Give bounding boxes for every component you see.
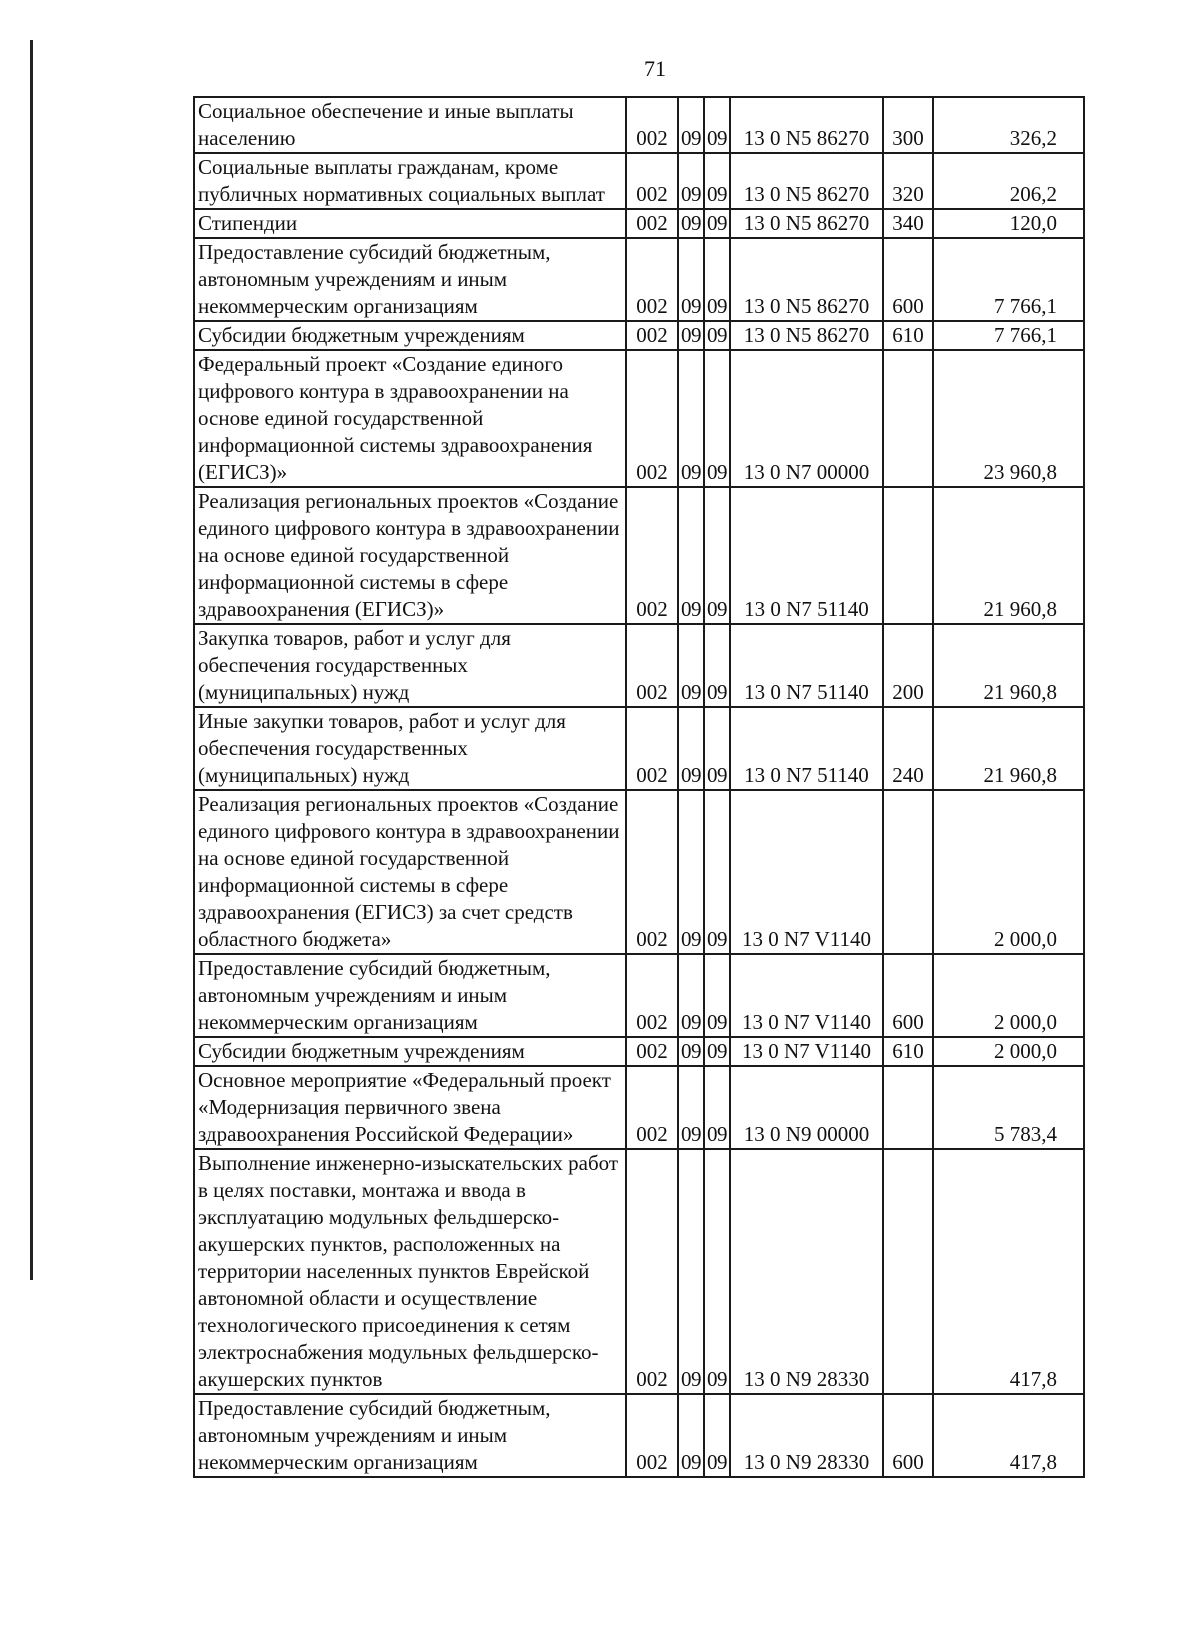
table-row xyxy=(194,1149,1084,1394)
budget-table xyxy=(193,96,1085,1478)
row-section-cell: 09 xyxy=(678,624,704,707)
row-admin-code-cell: 002 xyxy=(626,487,678,624)
row-subsection-cell: 09 xyxy=(704,321,730,350)
row-target-article-cell: 13 0 N9 28330 xyxy=(730,1394,883,1477)
row-expense-type-cell: 600 xyxy=(883,954,933,1037)
row-admin-code-cell: 002 xyxy=(626,954,678,1037)
row-subsection-cell: 09 xyxy=(704,1394,730,1477)
row-amount-cell: 23 960,8 xyxy=(933,350,1084,487)
row-expense-type-cell xyxy=(883,790,933,954)
row-section-cell: 09 xyxy=(678,1149,704,1394)
table-row xyxy=(194,954,1084,1037)
row-expense-type-cell: 320 xyxy=(883,153,933,209)
row-target-article-cell: 13 0 N7 00000 xyxy=(730,350,883,487)
row-amount-cell: 5 783,4 xyxy=(933,1066,1084,1149)
table-row xyxy=(194,707,1084,790)
row-admin-code-cell: 002 xyxy=(626,209,678,238)
row-expense-type-cell xyxy=(883,350,933,487)
row-admin-code-cell: 002 xyxy=(626,321,678,350)
row-amount-cell: 2 000,0 xyxy=(933,954,1084,1037)
row-expense-type-cell: 610 xyxy=(883,1037,933,1066)
row-name-cell: Социальные выплаты гражданам, кроме публичных нормативных социальных выплат xyxy=(194,153,626,209)
row-subsection-cell: 09 xyxy=(704,238,730,321)
row-expense-type-cell: 240 xyxy=(883,707,933,790)
row-admin-code-cell: 002 xyxy=(626,238,678,321)
table-row xyxy=(194,350,1084,487)
table-row xyxy=(194,153,1084,209)
row-subsection-cell: 09 xyxy=(704,153,730,209)
row-amount-cell: 7 766,1 xyxy=(933,238,1084,321)
row-amount-cell: 417,8 xyxy=(933,1394,1084,1477)
page-number: 71 xyxy=(644,56,666,81)
row-target-article-cell: 13 0 N7 51140 xyxy=(730,707,883,790)
row-target-article-cell: 13 0 N9 28330 xyxy=(730,1149,883,1394)
row-amount-cell: 21 960,8 xyxy=(933,624,1084,707)
row-admin-code-cell: 002 xyxy=(626,153,678,209)
row-amount-cell: 21 960,8 xyxy=(933,487,1084,624)
row-target-article-cell: 13 0 N5 86270 xyxy=(730,153,883,209)
row-admin-code-cell: 002 xyxy=(626,707,678,790)
row-section-cell: 09 xyxy=(678,790,704,954)
row-amount-cell: 206,2 xyxy=(933,153,1084,209)
table-body xyxy=(194,97,1084,1477)
table-row xyxy=(194,238,1084,321)
row-name-cell: Социальное обеспечение и иные выплаты населению xyxy=(194,97,626,153)
row-name-cell: Стипендии xyxy=(194,209,626,238)
row-name-cell: Реализация региональных проектов «Создание единого цифрового контура в здравоохранении на основе единой государственной информационной системы в сфере здравоохранения (ЕГИСЗ) за счет средств областного бюджета» xyxy=(194,790,626,954)
row-subsection-cell: 09 xyxy=(704,707,730,790)
row-admin-code-cell: 002 xyxy=(626,790,678,954)
row-name-cell: Закупка товаров, работ и услуг для обеспечения государственных (муниципальных) нужд xyxy=(194,624,626,707)
row-name-cell: Предоставление субсидий бюджетным, автономным учреждениям и иным некоммерческим организациям xyxy=(194,238,626,321)
row-target-article-cell: 13 0 N5 86270 xyxy=(730,97,883,153)
row-admin-code-cell: 002 xyxy=(626,1037,678,1066)
row-section-cell: 09 xyxy=(678,238,704,321)
row-expense-type-cell xyxy=(883,1066,933,1149)
row-section-cell: 09 xyxy=(678,707,704,790)
row-admin-code-cell: 002 xyxy=(626,1394,678,1477)
row-name-cell: Реализация региональных проектов «Создание единого цифрового контура в здравоохранении на основе единой государственной информационной системы в сфере здравоохранения (ЕГИСЗ)» xyxy=(194,487,626,624)
row-name-cell: Выполнение инженерно-изыскательских работ в целях поставки, монтажа и ввода в эксплуатацию модульных фельдшерско-акушерских пунктов, расположенных на территории населенных пунктов Еврейской автономной области и осуществление технологического присоединения к сетям электроснабжения модульных фельдшерско-акушерских пунктов xyxy=(194,1149,626,1394)
row-subsection-cell: 09 xyxy=(704,97,730,153)
row-subsection-cell: 09 xyxy=(704,624,730,707)
row-admin-code-cell: 002 xyxy=(626,1149,678,1394)
row-section-cell: 09 xyxy=(678,321,704,350)
row-target-article-cell: 13 0 N7 51140 xyxy=(730,487,883,624)
row-admin-code-cell: 002 xyxy=(626,97,678,153)
row-subsection-cell: 09 xyxy=(704,209,730,238)
row-expense-type-cell: 600 xyxy=(883,238,933,321)
row-name-cell: Иные закупки товаров, работ и услуг для обеспечения государственных (муниципальных) нужд xyxy=(194,707,626,790)
row-name-cell: Субсидии бюджетным учреждениям xyxy=(194,321,626,350)
row-subsection-cell: 09 xyxy=(704,790,730,954)
row-name-cell: Предоставление субсидий бюджетным, автономным учреждениям и иным некоммерческим организациям xyxy=(194,1394,626,1477)
row-section-cell: 09 xyxy=(678,487,704,624)
row-target-article-cell: 13 0 N7 V1140 xyxy=(730,954,883,1037)
row-target-article-cell: 13 0 N5 86270 xyxy=(730,238,883,321)
binding-edge-line xyxy=(30,40,33,1280)
table-row xyxy=(194,97,1084,153)
table-row xyxy=(194,209,1084,238)
row-admin-code-cell: 002 xyxy=(626,624,678,707)
row-section-cell: 09 xyxy=(678,209,704,238)
table-row xyxy=(194,1037,1084,1066)
row-subsection-cell: 09 xyxy=(704,487,730,624)
row-target-article-cell: 13 0 N9 00000 xyxy=(730,1066,883,1149)
row-expense-type-cell: 300 xyxy=(883,97,933,153)
row-name-cell: Предоставление субсидий бюджетным, автономным учреждениям и иным некоммерческим организациям xyxy=(194,954,626,1037)
row-subsection-cell: 09 xyxy=(704,1037,730,1066)
row-subsection-cell: 09 xyxy=(704,954,730,1037)
row-section-cell: 09 xyxy=(678,954,704,1037)
row-amount-cell: 2 000,0 xyxy=(933,790,1084,954)
row-expense-type-cell: 340 xyxy=(883,209,933,238)
row-expense-type-cell xyxy=(883,1149,933,1394)
row-section-cell: 09 xyxy=(678,153,704,209)
table-row xyxy=(194,321,1084,350)
row-amount-cell: 7 766,1 xyxy=(933,321,1084,350)
table-row xyxy=(194,1394,1084,1477)
row-expense-type-cell xyxy=(883,487,933,624)
row-subsection-cell: 09 xyxy=(704,1066,730,1149)
row-amount-cell: 2 000,0 xyxy=(933,1037,1084,1066)
row-admin-code-cell: 002 xyxy=(626,1066,678,1149)
row-subsection-cell: 09 xyxy=(704,350,730,487)
row-amount-cell: 120,0 xyxy=(933,209,1084,238)
table-row xyxy=(194,487,1084,624)
row-target-article-cell: 13 0 N5 86270 xyxy=(730,321,883,350)
row-section-cell: 09 xyxy=(678,350,704,487)
table-row xyxy=(194,1066,1084,1149)
row-section-cell: 09 xyxy=(678,1037,704,1066)
row-section-cell: 09 xyxy=(678,1394,704,1477)
row-subsection-cell: 09 xyxy=(704,1149,730,1394)
row-amount-cell: 417,8 xyxy=(933,1149,1084,1394)
row-target-article-cell: 13 0 N7 V1140 xyxy=(730,790,883,954)
row-amount-cell: 21 960,8 xyxy=(933,707,1084,790)
row-target-article-cell: 13 0 N7 51140 xyxy=(730,624,883,707)
row-section-cell: 09 xyxy=(678,97,704,153)
row-expense-type-cell: 600 xyxy=(883,1394,933,1477)
row-amount-cell: 326,2 xyxy=(933,97,1084,153)
row-expense-type-cell: 610 xyxy=(883,321,933,350)
table-row xyxy=(194,624,1084,707)
row-name-cell: Субсидии бюджетным учреждениям xyxy=(194,1037,626,1066)
row-name-cell: Основное мероприятие «Федеральный проект «Модернизация первичного звена здравоохранения Российской Федерации» xyxy=(194,1066,626,1149)
row-target-article-cell: 13 0 N7 V1140 xyxy=(730,1037,883,1066)
row-section-cell: 09 xyxy=(678,1066,704,1149)
row-name-cell: Федеральный проект «Создание единого цифрового контура в здравоохранении на основе единой государственной информационной системы здравоохранения (ЕГИСЗ)» xyxy=(194,350,626,487)
row-admin-code-cell: 002 xyxy=(626,350,678,487)
table-row xyxy=(194,790,1084,954)
row-target-article-cell: 13 0 N5 86270 xyxy=(730,209,883,238)
row-expense-type-cell: 200 xyxy=(883,624,933,707)
